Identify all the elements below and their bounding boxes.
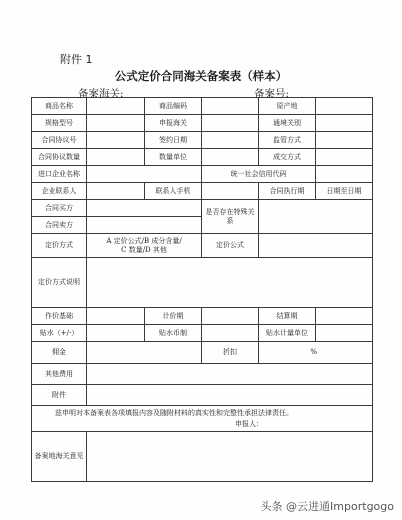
label-premium-unit: 贴水计量单位 (259, 325, 316, 342)
table-row (32, 166, 373, 183)
field-origin[interactable] (316, 98, 373, 115)
label-settlement-period: 结算期 (259, 308, 316, 325)
label-pricing-method: 定价方式 (32, 234, 87, 258)
field-contract-no[interactable] (87, 132, 145, 149)
field-premium-unit[interactable] (316, 325, 373, 342)
pricing-options-line2: C 数量/D 其他 (121, 245, 167, 254)
label-premium: 贴水（+/-） (32, 325, 87, 342)
field-supervision-mode[interactable] (316, 132, 373, 149)
label-special-relationship: 是否存在特殊关系 (202, 200, 259, 234)
label-commission: 佣金 (32, 342, 87, 364)
field-pricing-basis[interactable] (87, 308, 145, 325)
label-transaction-mode: 成交方式 (259, 149, 316, 166)
field-pricing-description[interactable] (87, 258, 373, 308)
label-customs-opinion: 备案地海关意见 (32, 432, 87, 482)
field-contract-buyer[interactable] (87, 200, 202, 217)
label-premium-currency: 贴水币制 (145, 325, 202, 342)
field-pricing-method[interactable] (87, 234, 202, 258)
declaration-text: 兹申明对本备案表各项填报内容及随附材料的真实性和完整性承担法律责任。 (55, 408, 293, 417)
table-row (32, 385, 373, 406)
field-pricing-period[interactable] (202, 308, 259, 325)
percent-sign: % (310, 348, 317, 356)
field-transaction-mode[interactable] (316, 149, 373, 166)
field-spec-model[interactable] (87, 115, 145, 132)
filing-form-table (31, 97, 373, 482)
field-premium[interactable] (87, 325, 145, 342)
field-contact-phone[interactable] (202, 183, 259, 200)
label-entry-exit-customs: 通境关别 (259, 115, 316, 132)
label-credit-code: 统一社会信用代码 (202, 166, 316, 183)
label-signing-date: 签约日期 (145, 132, 202, 149)
record-number-label: 备案号: (254, 88, 290, 100)
label-contract-seller: 合同卖方 (32, 217, 87, 234)
label-attachments: 附件 (32, 385, 87, 406)
label-contact-phone: 联系人手机 (145, 183, 202, 200)
label-supervision-mode: 监管方式 (259, 132, 316, 149)
field-pricing-formula[interactable] (259, 234, 373, 258)
source-watermark: 头条 @云进通Importgogo (260, 500, 394, 513)
field-product-code[interactable] (202, 98, 259, 115)
field-enterprise-contact[interactable] (87, 183, 145, 200)
label-product-name: 商品名称 (32, 98, 87, 115)
label-product-code: 商品编码 (145, 98, 202, 115)
field-contract-seller[interactable] (87, 217, 202, 234)
label-pricing-description: 定价方式说明 (32, 258, 87, 308)
table-row (32, 342, 373, 364)
label-declaring-customs: 申报海关 (145, 115, 202, 132)
table-row (32, 308, 373, 325)
table-row (32, 149, 373, 166)
label-execution-period: 合同执行期 (259, 183, 316, 200)
label-pricing-basis: 作价基础 (32, 308, 87, 325)
table-row (32, 200, 373, 217)
field-discount[interactable] (259, 342, 373, 364)
table-row (32, 183, 373, 200)
table-row (32, 406, 373, 432)
customs-label: 备案海关: (78, 88, 124, 100)
table-row (32, 234, 373, 258)
table-row (32, 325, 373, 342)
label-importer-name: 进口企业名称 (32, 166, 87, 183)
field-declaring-customs[interactable] (202, 115, 259, 132)
label-contract-no: 合同协议号 (32, 132, 87, 149)
table-row (32, 258, 373, 308)
label-pricing-period: 计价期 (145, 308, 202, 325)
field-product-name[interactable] (87, 98, 145, 115)
table-row (32, 132, 373, 149)
table-row (32, 98, 373, 115)
field-commission[interactable] (87, 342, 202, 364)
label-other-fees: 其他费用 (32, 364, 87, 385)
label-discount: 折扣 (202, 342, 259, 364)
label-pricing-formula: 定价公式 (202, 234, 259, 258)
field-settlement-period[interactable] (316, 308, 373, 325)
label-contract-buyer: 合同买方 (32, 200, 87, 217)
label-enterprise-contact: 企业联系人 (32, 183, 87, 200)
label-quantity-unit: 数量单位 (145, 149, 202, 166)
label-spec-model: 规格型号 (32, 115, 87, 132)
field-signing-date[interactable] (202, 132, 259, 149)
field-premium-currency[interactable] (202, 325, 259, 342)
label-origin: 原产地 (259, 98, 316, 115)
field-credit-code[interactable] (316, 166, 373, 183)
field-contract-quantity[interactable] (87, 149, 145, 166)
pricing-options-line1: A 定价公式/B 成分含量/ (106, 236, 182, 245)
field-importer-name[interactable] (87, 166, 202, 183)
field-quantity-unit[interactable] (202, 149, 259, 166)
field-special-relationship[interactable] (259, 200, 373, 234)
field-other-fees[interactable] (87, 364, 373, 385)
attachment-label: 附件 1 (60, 53, 93, 66)
table-row (32, 364, 373, 385)
form-title: 公式定价合同海关备案表（样本） (114, 69, 288, 83)
table-row (32, 115, 373, 132)
label-contract-quantity: 合同协议数量 (32, 149, 87, 166)
field-entry-exit-customs[interactable] (316, 115, 373, 132)
declarer-label: 申报人： (235, 419, 263, 428)
field-execution-period[interactable]: 日期至日期 (316, 183, 373, 200)
field-customs-opinion[interactable] (87, 432, 373, 482)
table-row (32, 432, 373, 482)
declaration-cell (32, 406, 373, 432)
field-attachments[interactable] (87, 385, 373, 406)
